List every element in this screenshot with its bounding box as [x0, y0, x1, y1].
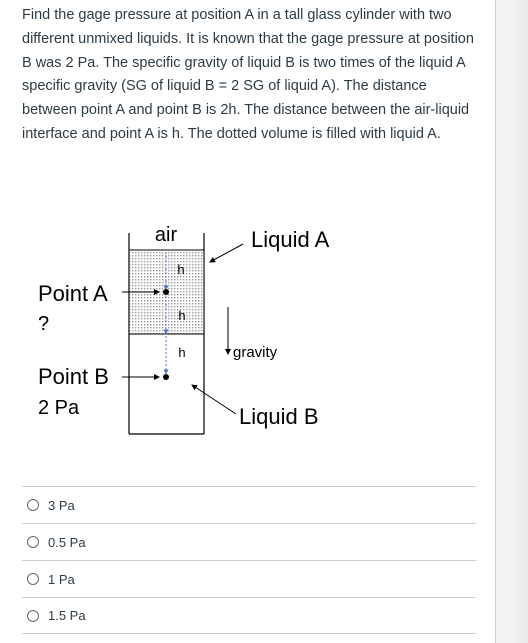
radio-button[interactable] — [27, 610, 39, 622]
question-text: Find the gage pressure at position A in a tall glass cylinder with two different unmixed liquids. It is known that the gage pressure at position B was 2 Pa. The specific gravity of liquid B is two times of the liquid A specific gravity (SG of liquid B = 2 SG of liquid A). The distance between point A and point B is 2h. The distance between the air-liquid interface and point A is h. The dotted volume is filled with liquid A. — [22, 7, 474, 142]
answer-option-3[interactable] — [22, 560, 476, 597]
answer-label: 0.5 Pa — [48, 534, 86, 550]
point-a-label: Point A — [38, 281, 108, 306]
answer-option-1[interactable] — [22, 486, 476, 523]
liquid-b-label: Liquid B — [239, 404, 319, 429]
radio-button[interactable] — [27, 499, 39, 511]
liquid-a-pointer — [210, 244, 243, 262]
h-label-2: h — [178, 308, 186, 323]
point-b-dot — [163, 374, 169, 380]
gravity-label: gravity — [233, 344, 278, 361]
liquid-a-label: Liquid A — [251, 227, 330, 252]
scrollbar[interactable] — [512, 0, 528, 643]
radio-button[interactable] — [27, 573, 39, 585]
answer-label: 1.5 Pa — [48, 608, 86, 623]
answer-label: 1 Pa — [48, 571, 75, 587]
h-label-1: h — [177, 262, 185, 277]
answer-label: 3 Pa — [48, 497, 75, 513]
air-label: air — [154, 224, 178, 246]
h-label-3: h — [178, 345, 186, 360]
point-a-value: ? — [38, 313, 50, 335]
point-b-value: 2 Pa — [38, 397, 80, 419]
answer-option-4[interactable] — [22, 597, 476, 634]
answer-list — [22, 486, 476, 634]
radio-button[interactable] — [27, 536, 39, 548]
point-a-dot — [163, 289, 169, 295]
gravity-arrow-icon — [225, 349, 231, 355]
answer-option-2[interactable] — [22, 523, 476, 560]
point-b-label: Point B — [38, 364, 109, 389]
liquid-b-pointer — [192, 385, 236, 414]
